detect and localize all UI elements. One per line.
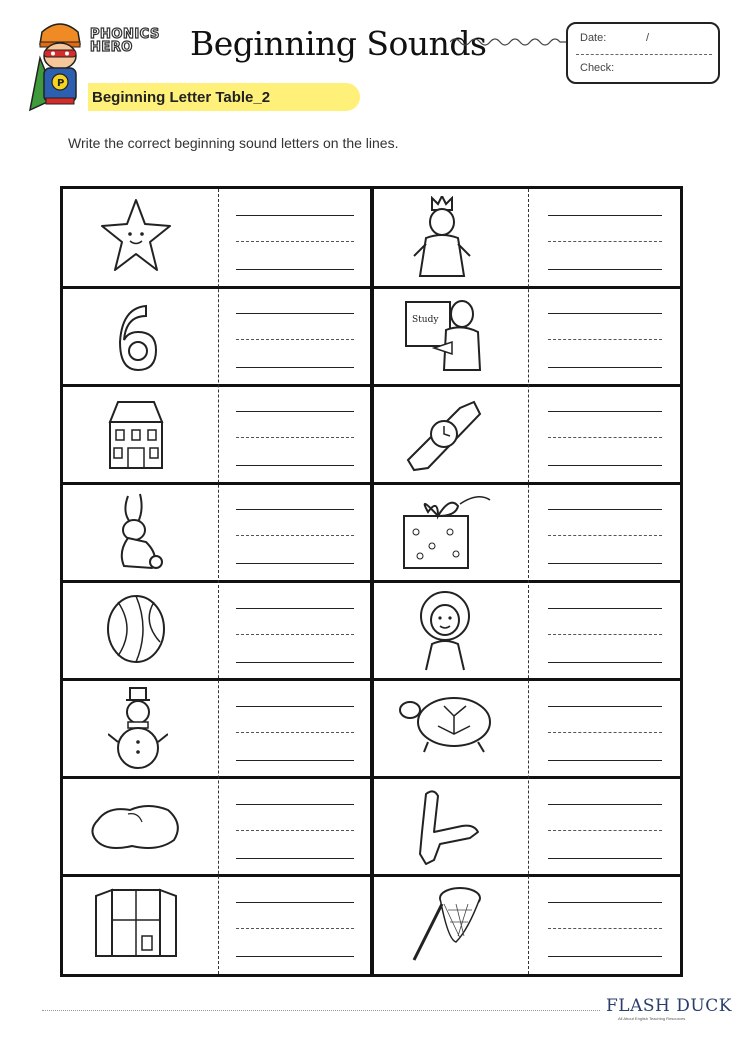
answer-line-top-rabbit[interactable] [236,509,354,510]
answer-line-base-gift[interactable] [548,563,662,564]
row-separator [60,678,683,681]
brand-logo [90,28,160,54]
answer-line-top-puddle[interactable] [236,804,354,805]
flash-duck-logo [606,996,732,1016]
date-label: Date: [580,32,607,44]
answer-line-top-watch[interactable] [548,411,662,412]
date-check-box [566,22,720,84]
six-icon [112,298,160,376]
answer-line-top-arm[interactable] [548,804,662,805]
answer-line-mid-arm[interactable] [548,830,662,831]
house-icon [104,398,168,472]
row-separator [60,776,683,779]
row-separator [60,580,683,583]
answer-line-mid-gift[interactable] [548,535,662,536]
answer-line-mid-queen[interactable] [548,241,662,242]
answer-line-top-six[interactable] [236,313,354,314]
girl-icon [414,588,476,672]
cell-dashed-divider [218,189,219,974]
watch-icon [404,398,484,472]
svg-text:P: P [57,78,65,89]
brand-line-1: PHONICS [90,27,160,42]
answer-line-mid-puddle[interactable] [236,830,354,831]
brand-line-2: HERO [90,40,133,55]
answer-line-mid-star[interactable] [236,241,354,242]
answer-line-base-window[interactable] [236,956,354,957]
answer-line-base-net[interactable] [548,956,662,957]
answer-line-mid-rabbit[interactable] [236,535,354,536]
answer-line-mid-window[interactable] [236,928,354,929]
net-icon [408,880,486,964]
row-separator [60,384,683,387]
turtle-icon [398,692,496,754]
arm-icon [412,788,484,868]
answer-line-top-snowman[interactable] [236,706,354,707]
answer-line-mid-teacher[interactable] [548,339,662,340]
answer-line-top-window[interactable] [236,902,354,903]
answer-line-base-puddle[interactable] [236,858,354,859]
answer-line-base-snowman[interactable] [236,760,354,761]
footer-dotted-line [42,1010,600,1011]
instruction-text: Write the correct beginning sound letters on the lines. [68,135,399,151]
row-separator [60,286,683,289]
puddle-icon [88,800,184,854]
answer-line-top-gift[interactable] [548,509,662,510]
answer-line-base-girl[interactable] [548,662,662,663]
answer-line-mid-turtle[interactable] [548,732,662,733]
answer-line-top-turtle[interactable] [548,706,662,707]
answer-line-mid-net[interactable] [548,928,662,929]
answer-line-base-ball[interactable] [236,662,354,663]
teacher-icon [404,292,486,374]
logo-tagline: All About English Teaching Resources [618,1016,686,1021]
answer-line-mid-watch[interactable] [548,437,662,438]
logo-text: FLASH DUCK [606,996,732,1016]
answer-line-base-watch[interactable] [548,465,662,466]
window-icon [94,886,178,962]
date-separator: / [646,32,650,44]
row-separator [60,482,683,485]
answer-line-mid-girl[interactable] [548,634,662,635]
answer-line-base-turtle[interactable] [548,760,662,761]
cell-dashed-divider [528,189,529,974]
rabbit-icon [114,492,166,576]
answer-line-base-rabbit[interactable] [236,563,354,564]
answer-line-top-queen[interactable] [548,215,662,216]
answer-line-base-house[interactable] [236,465,354,466]
answer-line-base-star[interactable] [236,269,354,270]
svg-text:Study: Study [412,315,439,325]
row-separator [60,874,683,877]
subtitle: Beginning Letter Table_2 [92,89,271,106]
answer-line-top-net[interactable] [548,902,662,903]
page-title: Beginning Sounds [190,24,487,63]
answer-line-top-girl[interactable] [548,608,662,609]
queen-icon [412,196,472,280]
answer-line-top-star[interactable] [236,215,354,216]
answer-line-base-queen[interactable] [548,269,662,270]
phonics-hero-mascot-icon [26,18,96,114]
answer-line-top-teacher[interactable] [548,313,662,314]
answer-line-mid-six[interactable] [236,339,354,340]
answer-line-base-six[interactable] [236,367,354,368]
squiggle-decoration [450,34,568,50]
answer-line-base-arm[interactable] [548,858,662,859]
answer-line-top-house[interactable] [236,411,354,412]
ball-icon [104,592,168,666]
snowman-icon [108,686,168,772]
check-label: Check: [580,62,615,74]
answer-line-base-teacher[interactable] [548,367,662,368]
star-icon [100,196,172,276]
answer-line-top-ball[interactable] [236,608,354,609]
answer-line-mid-ball[interactable] [236,634,354,635]
gift-icon [398,490,492,572]
date-box-divider [576,54,712,55]
answer-line-mid-house[interactable] [236,437,354,438]
answer-line-mid-snowman[interactable] [236,732,354,733]
